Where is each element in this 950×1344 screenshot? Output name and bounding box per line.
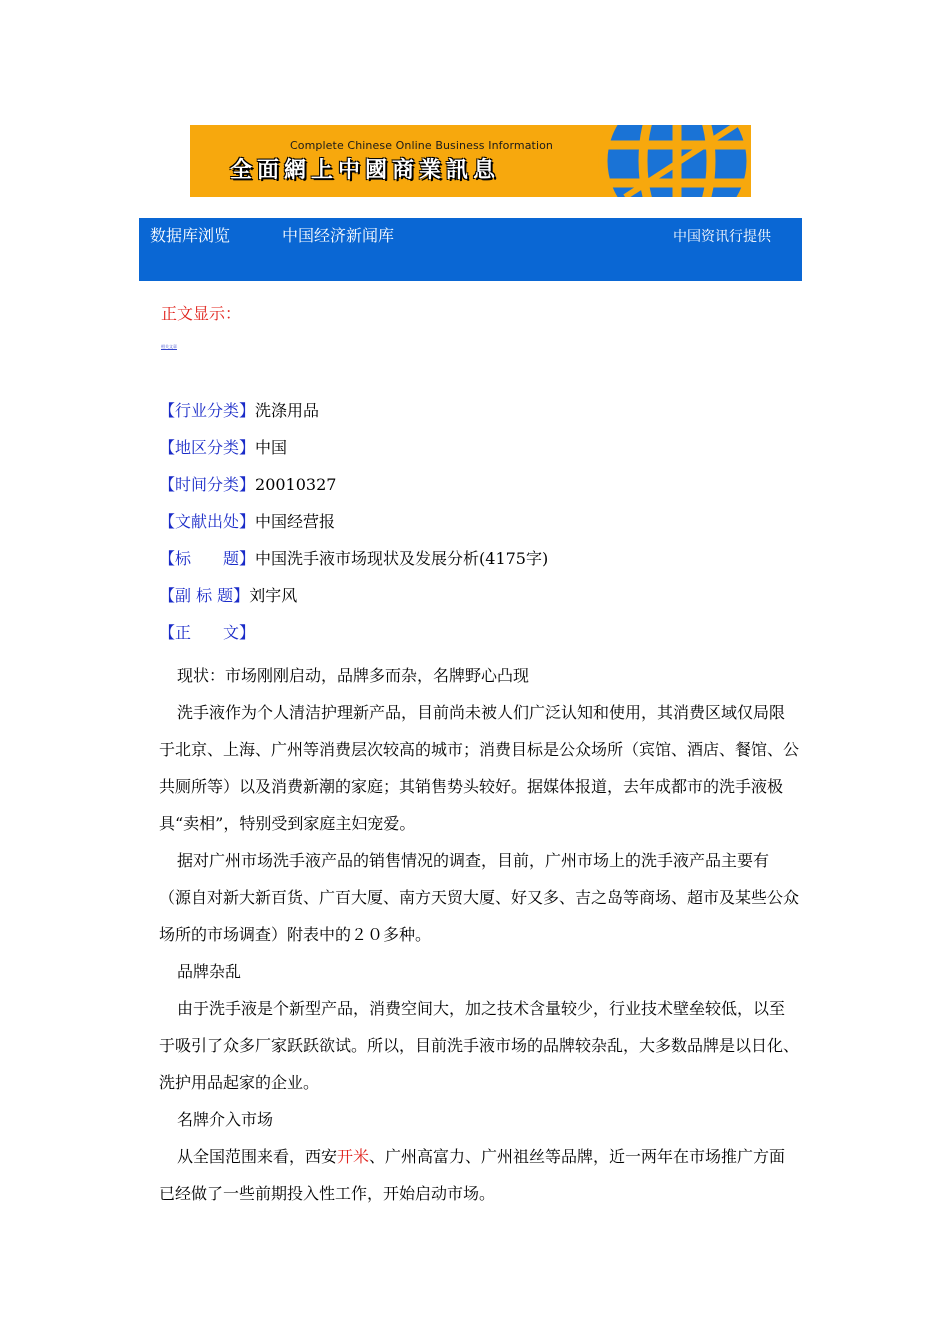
body-display-label: 正文显示： [161, 304, 242, 323]
meta-value: 中国 [255, 438, 288, 457]
meta-row-date [159, 472, 799, 509]
article-paragraph: 现状：市场刚刚启动，品牌多而杂，名牌野心凸现 [177, 666, 530, 685]
meta-label: 【标 题】 [159, 549, 256, 568]
meta-value: 刘宇风 [249, 586, 298, 605]
meta-value: 中国洗手液市场现状及发展分析(4175字) [255, 549, 549, 568]
related-link[interactable]: 相关文章 [161, 344, 177, 349]
meta-value: 中国经营报 [255, 512, 336, 531]
meta-label: 【副 标 题】 [159, 586, 250, 605]
meta-label: 【时间分类】 [159, 475, 256, 494]
meta-value: 洗涤用品 [255, 401, 320, 420]
provider-label: 中国资讯行提供 [673, 229, 771, 245]
article-paragraph: 据对广州市场洗手液产品的销售情况的调查，目前，广州市场上的洗手液产品主要有（源自对新大新百货、广百大厦、南方天贸大厦、好又多、吉之岛等商场、超市及某些公众场所的市场调查）附表中的２０多种。 [159, 851, 800, 944]
nav-china-economic-news[interactable]: 中国经济新闻库 [282, 226, 395, 245]
meta-label: 【正 文】 [159, 623, 256, 642]
meta-value: 20010327 [255, 475, 337, 494]
paragraph-text: 、广州高富力、广州祖丝等品牌，近一两年在市场推广方面已经做了一些前期投入性工作，开始启动市场。 [159, 1147, 786, 1203]
nav-bar [139, 218, 802, 281]
article-paragraph: 品牌杂乱 [177, 962, 242, 981]
meta-row-subtitle [159, 583, 799, 620]
meta-label: 【文献出处】 [159, 512, 256, 531]
meta-row-body [159, 620, 799, 657]
highlighted-brand: 开米 [337, 1147, 370, 1166]
article-paragraph: 名牌介入市场 [177, 1110, 274, 1129]
meta-row-industry [159, 398, 799, 435]
banner-english-title: Complete Chinese Online Business Information [290, 139, 554, 152]
header-banner [190, 125, 751, 197]
nav-database-browse[interactable]: 数据库浏览 [150, 226, 231, 245]
meta-label: 【地区分类】 [159, 438, 256, 457]
paragraph-text: 从全国范围来看，西安 [177, 1147, 338, 1166]
globe-icon [565, 125, 751, 197]
meta-row-title [159, 546, 799, 583]
meta-label: 【行业分类】 [159, 401, 256, 420]
metadata-list [159, 398, 799, 657]
article-paragraph-last [159, 1138, 799, 1212]
article-body [159, 657, 799, 1212]
meta-row-source [159, 509, 799, 546]
article-paragraph: 由于洗手液是个新型产品，消费空间大，加之技术含量较少，行业技术壁垒较低，以至于吸引了众多厂家跃跃欲试。所以，目前洗手液市场的品牌较杂乱，大多数品牌是以日化、洗护用品起家的企业。 [159, 999, 800, 1092]
article-paragraph: 洗手液作为个人清洁护理新产品，目前尚未被人们广泛认知和使用，其消费区域仅局限于北京、上海、广州等消费层次较高的城市；消费目标是公众场所（宾馆、酒店、餐馆、公共厕所等）以及消费新潮的家庭；其销售势头较好。据媒体报道，去年成都市的洗手液极具“卖相”，特别受到家庭主妇宠爱。 [159, 703, 800, 833]
meta-row-region [159, 435, 799, 472]
banner-chinese-title: 全面網上中國商業訊息 [230, 158, 501, 183]
